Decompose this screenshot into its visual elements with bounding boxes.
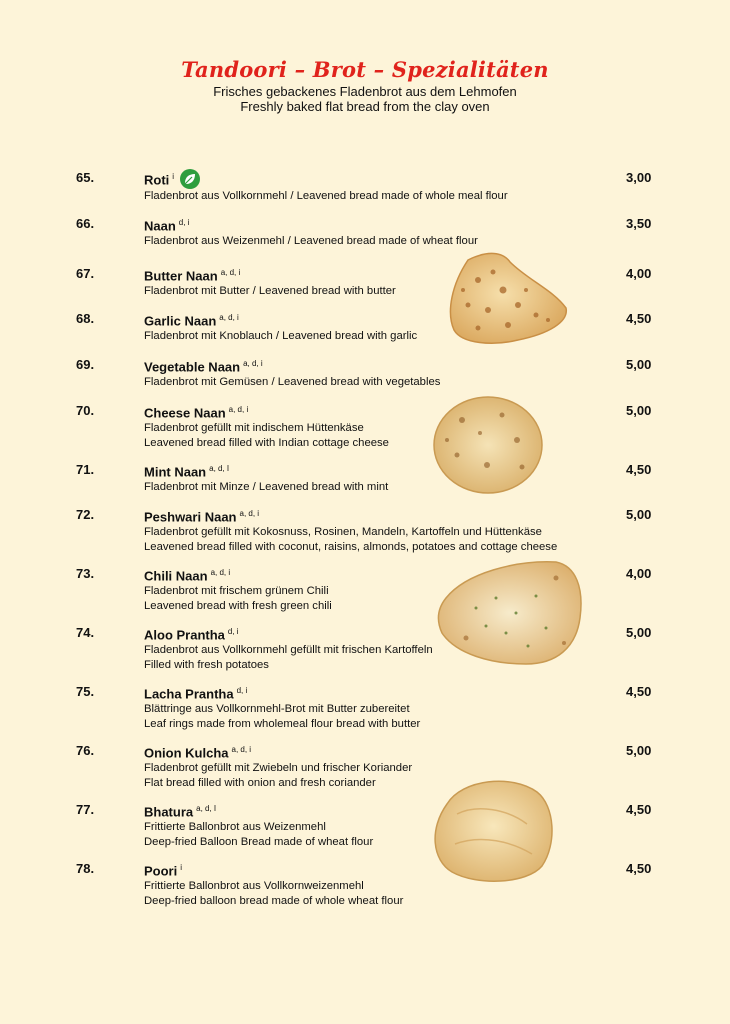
item-description-german: Fladenbrot aus Vollkornmehl / Leavened bread made of whole meal flour (144, 190, 508, 203)
item-body (144, 356, 614, 390)
item-price: 4,00 (626, 266, 652, 281)
item-description-english: Deep-fried balloon bread made of whole wheat flour (144, 894, 404, 907)
item-price: 5,00 (626, 357, 652, 372)
item-number: 76. (76, 743, 95, 758)
item-price: 4,50 (626, 684, 652, 699)
item-price: 4,50 (626, 462, 652, 477)
item-number: 75. (76, 684, 95, 699)
item-allergens: a, d, i (219, 313, 239, 322)
item-price: 5,00 (626, 625, 652, 640)
item-body (144, 265, 614, 299)
item-number: 71. (76, 462, 95, 477)
item-number: 70. (76, 403, 95, 418)
item-body (144, 402, 614, 450)
item-number: 65. (76, 170, 95, 185)
item-price: 4,00 (626, 566, 652, 581)
item-name: Roti (144, 172, 170, 188)
item-description-german: Frittierte Ballonbrot aus Vollkornweizenmehl (144, 880, 364, 893)
item-name-line (144, 265, 614, 284)
item-price: 3,50 (626, 216, 652, 231)
item-body (144, 461, 614, 495)
menu-header (0, 56, 730, 114)
item-name-line (144, 461, 614, 480)
item-name: Butter Naan (144, 268, 218, 284)
item-price: 4,50 (626, 802, 652, 817)
item-description-german: Fladenbrot gefüllt mit indischem Hüttenkäse (144, 422, 364, 435)
item-name: Garlic Naan (144, 313, 217, 329)
item-description-english: Flat bread filled with onion and fresh coriander (144, 776, 376, 789)
item-name-line (144, 356, 614, 375)
item-allergens: d, i (178, 218, 190, 227)
item-number: 69. (76, 357, 95, 372)
item-number: 67. (76, 266, 95, 281)
item-body (144, 506, 614, 554)
item-name-line (144, 402, 614, 421)
item-price: 4,50 (626, 861, 652, 876)
item-name-line (144, 624, 614, 643)
item-price: 5,00 (626, 743, 652, 758)
item-name: Vegetable Naan (144, 359, 241, 375)
item-name-line (144, 565, 614, 584)
item-price: 5,00 (626, 403, 652, 418)
item-allergens: i (172, 172, 175, 181)
item-name-line (144, 801, 614, 820)
item-description-english: Leavened bread filled with coconut, raisins, almonds, potatoes and cottage cheese (144, 540, 558, 553)
item-description-german: Fladenbrot aus Vollkornmehl gefüllt mit frischen Kartoffeln (144, 644, 433, 657)
subtitle-german: Frisches gebackenes Fladenbrot aus dem Lehmofen (213, 84, 517, 99)
item-name-line (144, 169, 614, 189)
item-body (144, 624, 614, 672)
item-description-german: Fladenbrot gefüllt mit Kokosnuss, Rosinen, Mandeln, Kartoffeln und Hüttenkäse (144, 526, 542, 539)
item-allergens: a, d, i (210, 568, 231, 577)
item-body (144, 683, 614, 731)
item-name-line (144, 506, 614, 525)
item-allergens: a, d, I (196, 804, 217, 813)
item-allergens: i (180, 863, 183, 872)
item-body (144, 169, 614, 204)
item-name: Chili Naan (144, 568, 208, 584)
item-name: Aloo Prantha (144, 627, 225, 643)
item-body (144, 860, 614, 908)
item-number: 66. (76, 216, 95, 231)
item-description-english: Leavened bread with fresh green chili (144, 599, 332, 612)
page-title: Tandoori – Brot – Spezialitäten (181, 57, 549, 82)
item-body (144, 310, 614, 344)
item-description-german: Frittierte Ballonbrot aus Weizenmehl (144, 821, 326, 834)
item-number: 68. (76, 311, 95, 326)
item-allergens: d, i (236, 686, 248, 695)
item-name: Bhatura (144, 804, 194, 820)
item-name-line (144, 860, 614, 879)
item-description-german: Fladenbrot mit Minze / Leavened bread with mint (144, 481, 389, 494)
item-description-german: Fladenbrot mit Gemüsen / Leavened bread with vegetables (144, 376, 441, 389)
item-name-line (144, 742, 614, 761)
item-body (144, 801, 614, 849)
item-body (144, 742, 614, 790)
item-body (144, 565, 614, 613)
item-description-german: Fladenbrot gefüllt mit Zwiebeln und frischer Koriander (144, 762, 413, 775)
item-allergens: a, d, I (209, 464, 230, 473)
item-allergens: a, d, i (239, 509, 260, 518)
item-description-english: Leavened bread filled with Indian cottage cheese (144, 436, 389, 449)
item-allergens: a, d, i (243, 359, 263, 368)
item-description-english: Leaf rings made from wholemeal flour bread with butter (144, 717, 421, 730)
item-name-line (144, 310, 614, 329)
item-allergens: a, d, i (228, 405, 249, 414)
item-name-line (144, 215, 614, 234)
item-number: 78. (76, 861, 95, 876)
item-allergens: a, d, i (231, 745, 252, 754)
item-description-german: Fladenbrot mit Butter / Leavened bread with butter (144, 285, 396, 298)
item-name: Lacha Prantha (144, 686, 234, 702)
item-name: Onion Kulcha (144, 745, 229, 761)
item-allergens: a, d, i (220, 268, 241, 277)
item-description-german: Fladenbrot mit frischem grünem Chili (144, 585, 329, 598)
item-name: Poori (144, 863, 178, 879)
item-name: Cheese Naan (144, 405, 226, 421)
item-price: 4,50 (626, 311, 652, 326)
item-number: 74. (76, 625, 95, 640)
item-name-line (144, 683, 614, 702)
item-description-english: Deep-fried Balloon Bread made of wheat flour (144, 835, 374, 848)
item-name: Mint Naan (144, 464, 207, 480)
item-description-english: Filled with fresh potatoes (144, 658, 269, 671)
subtitle-english: Freshly baked flat bread from the clay oven (240, 99, 490, 114)
item-price: 3,00 (626, 170, 652, 185)
item-number: 72. (76, 507, 95, 522)
vegan-leaf-icon (180, 169, 200, 189)
item-name: Naan (144, 218, 176, 234)
item-body (144, 215, 614, 249)
item-price: 5,00 (626, 507, 652, 522)
item-description-german: Blättringe aus Vollkornmehl-Brot mit Butter zubereitet (144, 703, 410, 716)
item-allergens: d, i (227, 627, 239, 636)
item-number: 77. (76, 802, 95, 817)
item-name: Peshwari Naan (144, 509, 237, 525)
item-description-german: Fladenbrot mit Knoblauch / Leavened bread with garlic (144, 330, 418, 343)
item-description-german: Fladenbrot aus Weizenmehl / Leavened bread made of wheat flour (144, 235, 478, 248)
item-number: 73. (76, 566, 95, 581)
